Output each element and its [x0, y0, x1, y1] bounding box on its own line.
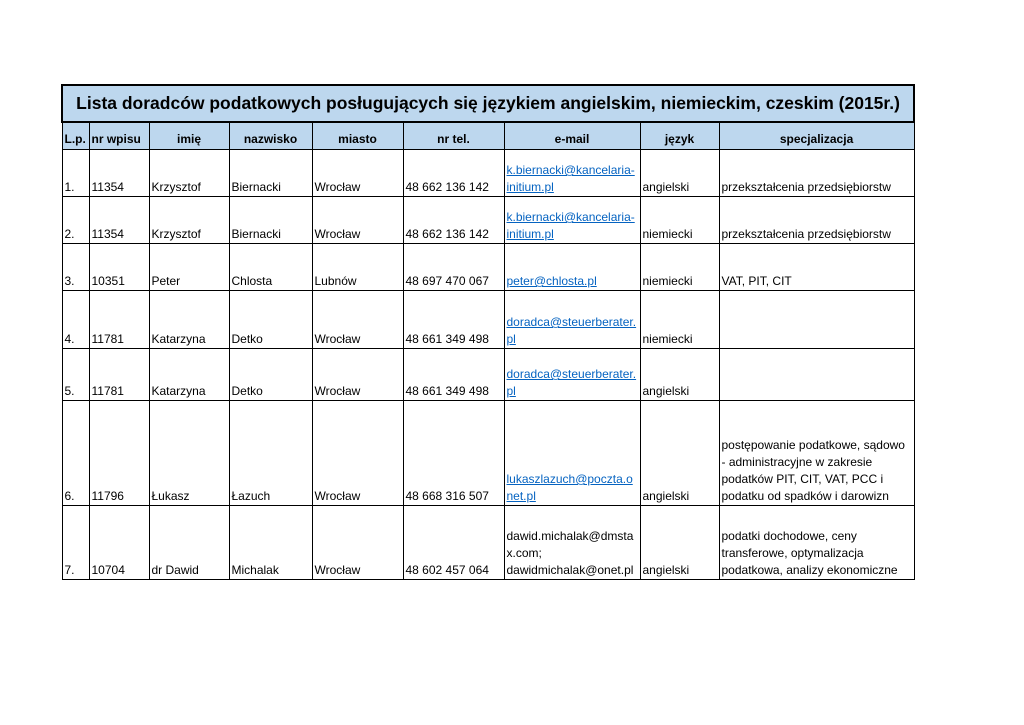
cell-imie: dr Dawid	[149, 506, 229, 580]
email-link[interactable]: doradca@steuerberater.pl	[506, 367, 637, 398]
cell-tel: 48 661 349 498	[403, 349, 504, 401]
email-link[interactable]: k.biernacki@kancelaria-initium.pl	[506, 210, 635, 241]
col-header-jezyk: język	[640, 122, 719, 150]
cell-jezyk: angielski	[640, 401, 719, 506]
cell-nazwisko: Chlosta	[229, 244, 312, 291]
cell-email	[504, 401, 640, 506]
cell-jezyk: angielski	[640, 150, 719, 197]
cell-email	[504, 150, 640, 197]
cell-email	[504, 506, 640, 580]
cell-nazwisko: Łazuch	[229, 401, 312, 506]
cell-lp: 6.	[62, 401, 89, 506]
cell-jezyk: niemiecki	[640, 197, 719, 244]
cell-email	[504, 349, 640, 401]
cell-tel: 48 602 457 064	[403, 506, 504, 580]
col-header-specjalizacja: specjalizacja	[719, 122, 914, 150]
col-header-imie: imię	[149, 122, 229, 150]
cell-nr-wpisu: 10704	[89, 506, 149, 580]
cell-tel: 48 697 470 067	[403, 244, 504, 291]
email-link[interactable]: peter@chlosta.pl	[506, 274, 597, 288]
cell-specjalizacja: przekształcenia przedsiębiorstw	[719, 197, 914, 244]
cell-specjalizacja: przekształcenia przedsiębiorstw	[719, 150, 914, 197]
table-row	[62, 349, 914, 401]
cell-lp: 4.	[62, 291, 89, 349]
table-row	[62, 401, 914, 506]
table-row	[62, 291, 914, 349]
cell-nazwisko: Michalak	[229, 506, 312, 580]
cell-imie: Krzysztof	[149, 197, 229, 244]
cell-nazwisko: Biernacki	[229, 150, 312, 197]
header-row	[62, 122, 914, 150]
col-header-nr-wpisu: nr wpisu	[89, 122, 149, 150]
cell-tel: 48 661 349 498	[403, 291, 504, 349]
cell-jezyk: niemiecki	[640, 244, 719, 291]
cell-jezyk: angielski	[640, 506, 719, 580]
cell-tel: 48 668 316 507	[403, 401, 504, 506]
email-link[interactable]: doradca@steuerberater.pl	[506, 315, 637, 346]
cell-nr-wpisu: 11781	[89, 349, 149, 401]
email-text: dawid.michalak@dmstax.com; dawidmichalak@onet.pl	[506, 529, 634, 577]
cell-email	[504, 197, 640, 244]
cell-imie: Łukasz	[149, 401, 229, 506]
cell-lp: 1.	[62, 150, 89, 197]
cell-tel: 48 662 136 142	[403, 150, 504, 197]
spreadsheet-page	[61, 84, 913, 580]
table-row	[62, 506, 914, 580]
cell-miasto: Wrocław	[312, 401, 403, 506]
cell-nazwisko: Detko	[229, 349, 312, 401]
cell-nr-wpisu: 11796	[89, 401, 149, 506]
cell-lp: 2.	[62, 197, 89, 244]
cell-specjalizacja	[719, 349, 914, 401]
cell-jezyk: angielski	[640, 349, 719, 401]
cell-imie: Katarzyna	[149, 349, 229, 401]
email-link[interactable]: k.biernacki@kancelaria-initium.pl	[506, 163, 635, 194]
cell-miasto: Wrocław	[312, 291, 403, 349]
cell-miasto: Wrocław	[312, 506, 403, 580]
cell-lp: 3.	[62, 244, 89, 291]
advisors-table	[61, 84, 915, 580]
table-row	[62, 197, 914, 244]
col-header-miasto: miasto	[312, 122, 403, 150]
col-header-email: e-mail	[504, 122, 640, 150]
cell-specjalizacja: VAT, PIT, CIT	[719, 244, 914, 291]
cell-specjalizacja: postępowanie podatkowe, sądowo - administracyjne w zakresie podatków PIT, CIT, VAT, PCC i podatku od spadków i darowizn	[719, 401, 914, 506]
table-title: Lista doradców podatkowych posługujących się językiem angielskim, niemieckim, czeskim (2015r.)	[62, 85, 914, 122]
cell-nazwisko: Biernacki	[229, 197, 312, 244]
cell-miasto: Wrocław	[312, 349, 403, 401]
cell-email	[504, 244, 640, 291]
cell-imie: Peter	[149, 244, 229, 291]
col-header-lp: L.p.	[62, 122, 89, 150]
cell-email	[504, 291, 640, 349]
cell-jezyk: niemiecki	[640, 291, 719, 349]
cell-imie: Krzysztof	[149, 150, 229, 197]
cell-miasto: Wrocław	[312, 197, 403, 244]
cell-nr-wpisu: 11354	[89, 150, 149, 197]
cell-miasto: Wrocław	[312, 150, 403, 197]
cell-lp: 5.	[62, 349, 89, 401]
col-header-tel: nr tel.	[403, 122, 504, 150]
cell-nr-wpisu: 11354	[89, 197, 149, 244]
table-row	[62, 244, 914, 291]
cell-lp: 7.	[62, 506, 89, 580]
cell-imie: Katarzyna	[149, 291, 229, 349]
cell-nazwisko: Detko	[229, 291, 312, 349]
table-row	[62, 150, 914, 197]
cell-nr-wpisu: 10351	[89, 244, 149, 291]
cell-specjalizacja: podatki dochodowe, ceny transferowe, optymalizacja podatkowa, analizy ekonomiczne	[719, 506, 914, 580]
cell-nr-wpisu: 11781	[89, 291, 149, 349]
email-link[interactable]: lukaszlazuch@poczta.onet.pl	[506, 472, 633, 503]
cell-tel: 48 662 136 142	[403, 197, 504, 244]
cell-miasto: Lubnów	[312, 244, 403, 291]
col-header-nazwisko: nazwisko	[229, 122, 312, 150]
cell-specjalizacja	[719, 291, 914, 349]
